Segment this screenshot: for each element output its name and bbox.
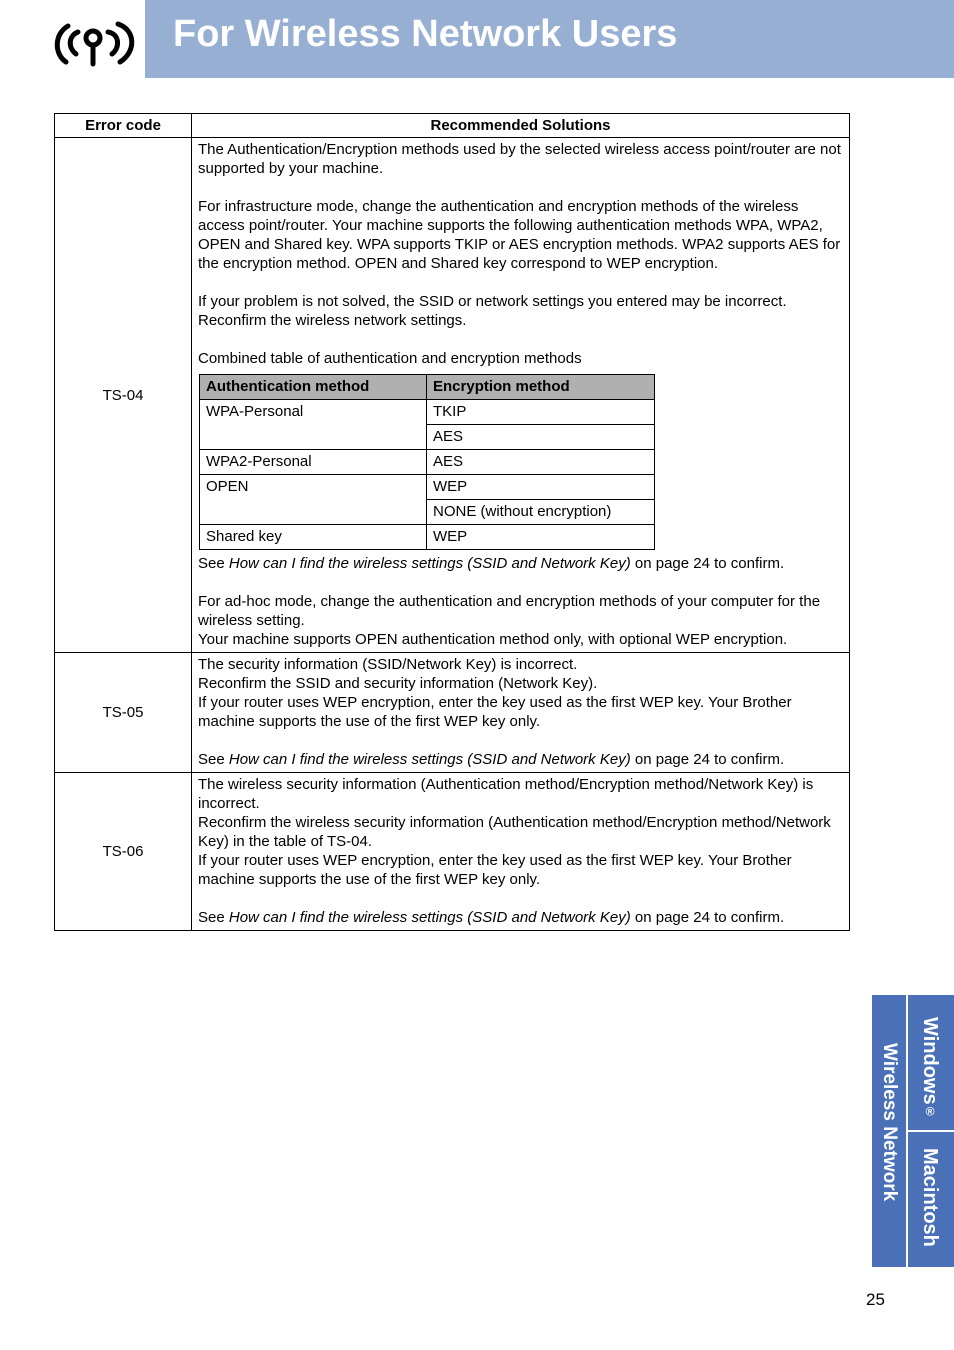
reference-title: How can I find the wireless settings (SSID and Network Key) [228, 751, 631, 768]
error-code-ts06: TS-06 [55, 773, 192, 931]
solution-text: The Authentication/Encryption methods used by the selected wireless access point/router are not supported by your machine. [198, 141, 841, 177]
table-row-ts06 [55, 773, 850, 931]
tab-wireless-network[interactable] [872, 995, 906, 1267]
table-row [200, 525, 655, 550]
see-reference: See How can I find the wireless settings (SSID and Network Key) on page 24 to confirm. [198, 555, 785, 572]
tab-macintosh[interactable] [908, 1132, 954, 1267]
solution-text: The security information (SSID/Network Key) is incorrect. [198, 656, 578, 673]
solution-ts05 [192, 653, 850, 773]
enc-cell: NONE (without encryption) [427, 500, 655, 525]
auth-cell: WPA2-Personal [200, 450, 427, 475]
solution-text: For ad-hoc mode, change the authentication and encryption methods of your computer for the wireless setting. [198, 593, 821, 629]
registered-mark: ® [923, 1104, 937, 1119]
auth-table-header [200, 375, 655, 400]
table-header-row [55, 114, 850, 138]
page-title: For Wireless Network Users [173, 13, 678, 55]
column-header-recommended-solutions: Recommended Solutions [192, 114, 850, 138]
auth-cell: WPA-Personal [200, 400, 427, 450]
reference-title: How can I find the wireless settings (SSID and Network Key) [228, 909, 631, 926]
table-row-ts05 [55, 653, 850, 773]
see-reference: See How can I find the wireless settings (SSID and Network Key) on page 24 to confirm. [198, 909, 785, 926]
tab-macintosh-label: Macintosh [919, 1148, 941, 1247]
header-title-bar [145, 0, 954, 78]
enc-cell: WEP [427, 475, 655, 500]
error-code-ts04: TS-04 [55, 138, 192, 653]
solution-text: If your problem is not solved, the SSID or network settings you entered may be incorrect. Reconfirm the wireless network settings. [198, 293, 787, 329]
enc-cell: TKIP [427, 400, 655, 425]
error-code-table [54, 113, 850, 931]
auth-cell: Shared key [200, 525, 427, 550]
column-header-auth-method: Authentication method [200, 375, 427, 400]
enc-cell: AES [427, 450, 655, 475]
solution-text: Combined table of authentication and encryption methods [198, 350, 582, 367]
see-reference: See How can I find the wireless settings (SSID and Network Key) on page 24 to confirm. [198, 751, 785, 768]
solution-text: For infrastructure mode, change the authentication and encryption methods of the wireless access point/router. Your machine supports the following authentication methods WPA, WPA2, OPEN and Shared key. WPA supports TKIP or AES encryption methods. WPA2 supports AES for the encryption method. OPEN and Shared key correspond to WEP encryption. [198, 198, 841, 272]
tab-windows[interactable] [908, 995, 954, 1130]
enc-cell: AES [427, 425, 655, 450]
solution-ts06 [192, 773, 850, 931]
tab-windows-label: Windows® [919, 1017, 941, 1119]
auth-encryption-table [199, 374, 655, 550]
table-row [200, 475, 655, 500]
error-code-ts05: TS-05 [55, 653, 192, 773]
wireless-network-icon [50, 12, 138, 68]
solution-text: Reconfirm the wireless security information (Authentication method/Encryption method/Network Key) in the table of TS-04. [198, 814, 831, 850]
table-row [200, 400, 655, 425]
column-header-enc-method: Encryption method [427, 375, 655, 400]
solution-text: Reconfirm the SSID and security information (Network Key). [198, 675, 598, 692]
enc-cell: WEP [427, 525, 655, 550]
solution-text: Your machine supports OPEN authentication method only, with optional WEP encryption. [198, 631, 788, 648]
page-header [0, 0, 954, 78]
solution-text: The wireless security information (Authentication method/Encryption method/Network Key) is incorrect. [198, 776, 814, 812]
solution-ts04 [192, 138, 850, 653]
tab-wireless-network-label: Wireless Network [879, 1043, 900, 1202]
page-number: 25 [866, 1290, 885, 1309]
auth-cell: OPEN [200, 475, 427, 525]
column-header-error-code: Error code [55, 114, 192, 138]
solution-text: If your router uses WEP encryption, enter the key used as the first WEP key. Your Brother machine supports the use of the first WEP key only. [198, 852, 792, 888]
table-row [200, 450, 655, 475]
solution-text: If your router uses WEP encryption, enter the key used as the first WEP key. Your Brother machine supports the use of the first WEP key only. [198, 694, 792, 730]
side-section-tabs [872, 995, 954, 1267]
table-row-ts04 [55, 138, 850, 653]
reference-title: How can I find the wireless settings (SSID and Network Key) [228, 555, 631, 572]
